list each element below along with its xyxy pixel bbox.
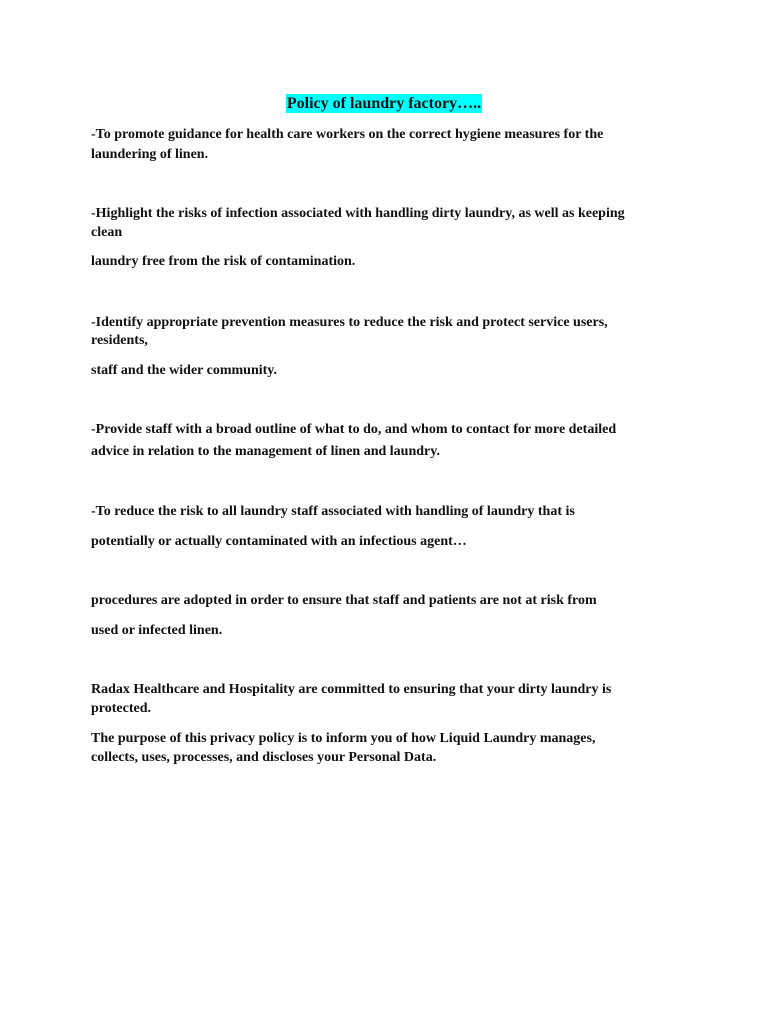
line-objective-4a: -Provide staff with a broad outline of what to do, and whom to contact for more detailed bbox=[91, 422, 617, 437]
line-objective-2a: -Highlight the risks of infection associated with handling dirty laundry, as well as keeping bbox=[91, 206, 625, 221]
line-objective-5b: potentially or actually contaminated with an infectious agent… bbox=[91, 534, 467, 549]
line-commitment-a: Radax Healthcare and Hospitality are committed to ensuring that your dirty laundry is bbox=[91, 682, 612, 697]
line-objective-1b: laundering of linen. bbox=[91, 147, 209, 162]
document-title: Policy of laundry factory….. bbox=[286, 95, 482, 112]
line-procedures-a: procedures are adopted in order to ensure that staff and patients are not at risk from bbox=[91, 593, 597, 608]
line-objective-3a: -Identify appropriate prevention measures to reduce the risk and protect service users, bbox=[91, 315, 608, 330]
line-objective-2c: laundry free from the risk of contamination. bbox=[91, 254, 356, 269]
line-commitment-b: protected. bbox=[91, 701, 151, 716]
line-objective-4b: advice in relation to the management of linen and laundry. bbox=[91, 444, 440, 459]
line-purpose-b: collects, uses, processes, and discloses your Personal Data. bbox=[91, 750, 437, 765]
line-objective-1a: -To promote guidance for health care workers on the correct hygiene measures for the bbox=[91, 127, 604, 142]
line-objective-3b: residents, bbox=[91, 333, 148, 348]
line-objective-3c: staff and the wider community. bbox=[91, 363, 278, 378]
title-row bbox=[0, 94, 768, 113]
line-procedures-b: used or infected linen. bbox=[91, 623, 223, 638]
line-objective-2b: clean bbox=[91, 225, 123, 240]
line-purpose-a: The purpose of this privacy policy is to inform you of how Liquid Laundry manages, bbox=[91, 731, 596, 746]
line-objective-5a: -To reduce the risk to all laundry staff associated with handling of laundry that is bbox=[91, 504, 575, 519]
